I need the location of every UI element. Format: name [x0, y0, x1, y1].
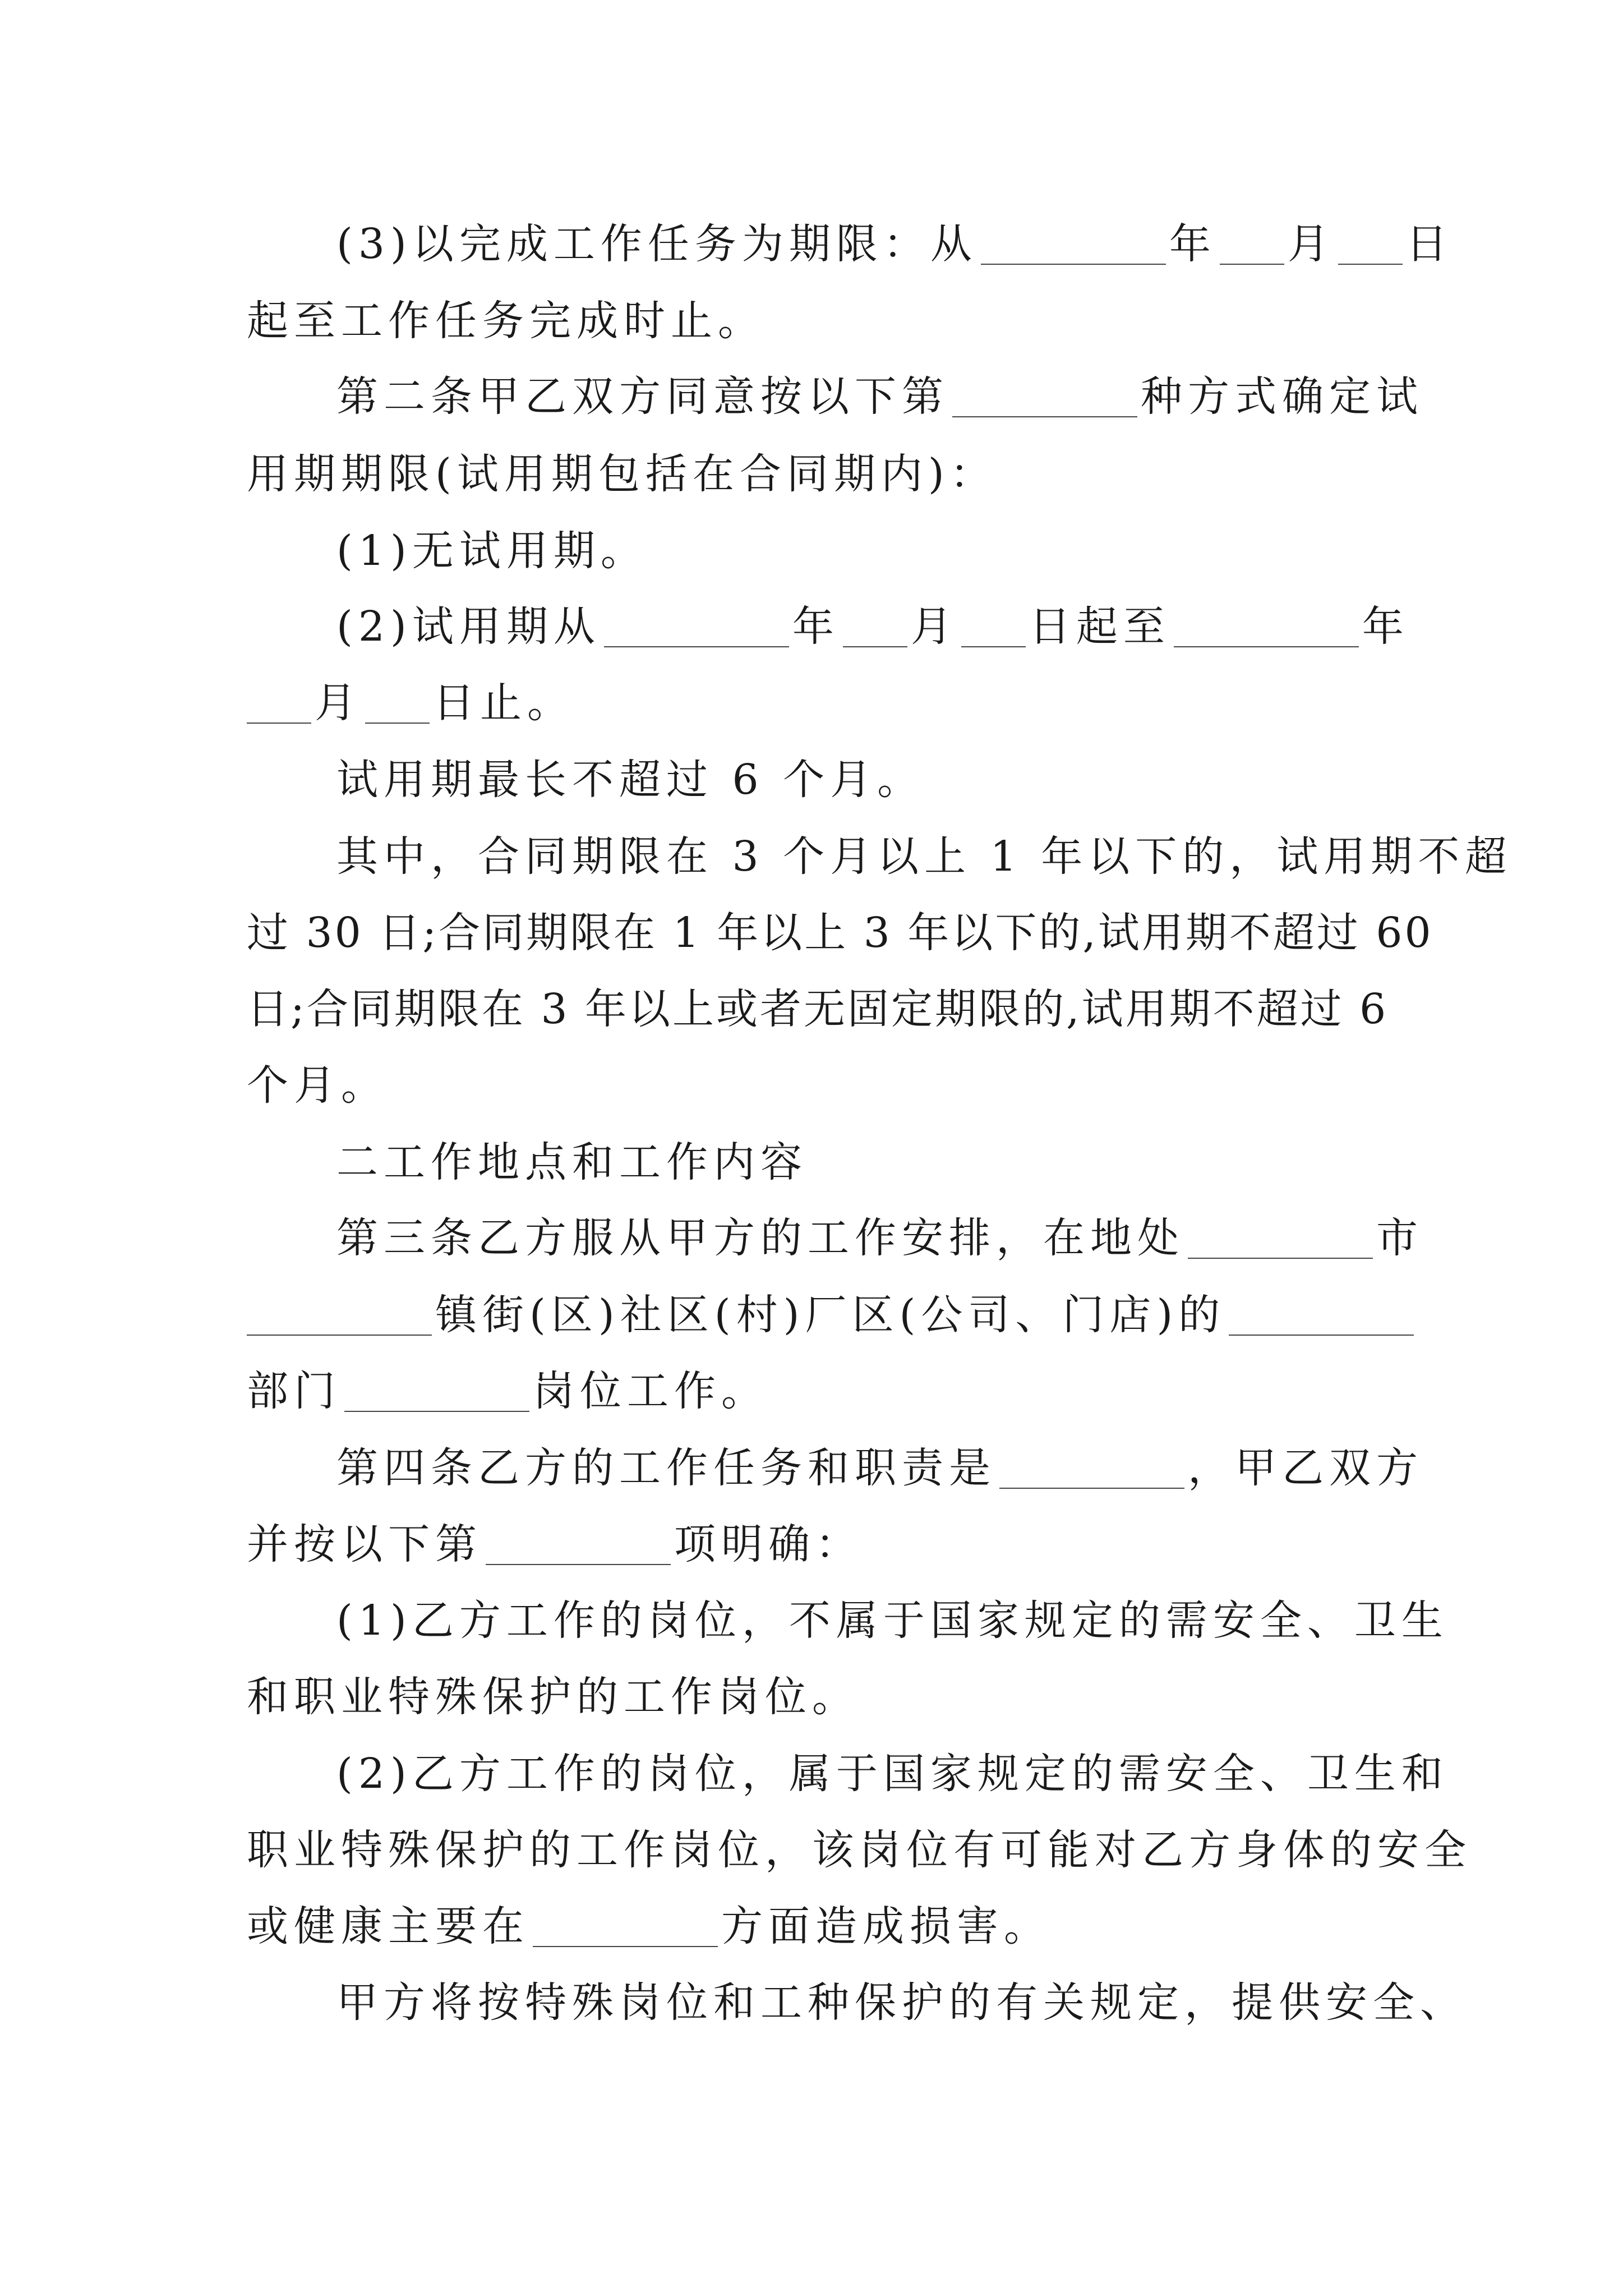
paragraph-line [247, 1367, 768, 1415]
text-run: ，甲乙双方 [1188, 1444, 1423, 1492]
text-run: 第二条甲乙双方同意按以下第 [336, 372, 949, 421]
text-run: 镇街(区)社区(村)厂区(公司、门店)的 [435, 1291, 1226, 1339]
text-run: 日起至 [1029, 602, 1170, 651]
text-run: 月 [315, 679, 362, 727]
fill-blank [344, 1372, 529, 1412]
paragraph-line [336, 372, 1423, 421]
paragraph-line [336, 1214, 1423, 1262]
paragraph-line: (1)无试用期。 [336, 527, 648, 575]
paragraph-line [247, 1902, 1051, 1950]
paragraph-line: 过 30 日;合同期限在 1 年以上 3 年以下的,试用期不超过 60 [247, 909, 1433, 957]
paragraph-line [247, 1520, 863, 1568]
fill-blank [1220, 224, 1284, 265]
text-run: 第四条乙方的工作任务和职责是 [336, 1444, 996, 1492]
text-run: 年 [792, 602, 840, 651]
text-run: 第三条乙方服从甲方的工作安排，在地处 [336, 1214, 1184, 1262]
text-run: (2)试用期从 [336, 602, 601, 651]
fill-blank [999, 1448, 1184, 1489]
fill-blank [952, 377, 1137, 417]
text-run: 日止。 [433, 679, 574, 727]
paragraph-line: 日;合同期限在 3 年以上或者无固定期限的,试用期不超过 6 [247, 985, 1389, 1033]
text-run: 种方式确定试 [1141, 372, 1423, 421]
fill-blank [486, 1525, 671, 1565]
fill-blank [1338, 224, 1403, 265]
fill-blank [533, 1907, 718, 1947]
fill-blank [1188, 1218, 1373, 1259]
text-run: 部门 [247, 1367, 341, 1415]
paragraph-line [336, 602, 1409, 651]
paragraph-line [336, 1444, 1423, 1492]
text-run: 日 [1405, 220, 1453, 268]
fill-blank [1229, 1295, 1414, 1336]
fill-blank [843, 607, 907, 647]
text-run: 市 [1376, 1214, 1423, 1262]
paragraph-line: 起至工作任务完成时止。 [247, 297, 765, 345]
fill-blank [981, 224, 1166, 265]
text-run: 年 [1169, 220, 1216, 268]
text-run: 岗位工作。 [533, 1367, 768, 1415]
paragraph-line: 其中，合同期限在 3 个月以上 1 年以下的，试用期不超 [336, 832, 1513, 881]
text-run: 并按以下第 [247, 1520, 482, 1568]
paragraph-line: (1)乙方工作的岗位，不属于国家规定的需安全、卫生 [336, 1596, 1449, 1645]
section-heading: 二工作地点和工作内容 [336, 1138, 808, 1186]
text-run: 方面造成损害。 [721, 1902, 1051, 1950]
fill-blank [247, 1295, 432, 1336]
paragraph-line [336, 220, 1453, 268]
text-run: 月 [910, 602, 958, 651]
text-run: (3)以完成工作任务为期限：从 [336, 220, 978, 268]
text-run: 项明确： [674, 1520, 863, 1568]
text-run: 月 [1287, 220, 1335, 268]
fill-blank [961, 607, 1026, 647]
paragraph-line [247, 679, 574, 727]
text-run: 或健康主要在 [247, 1902, 529, 1950]
fill-blank [604, 607, 789, 647]
text-run: 年 [1362, 602, 1409, 651]
paragraph-line: 职业特殊保护的工作岗位，该岗位有可能对乙方身体的安全 [247, 1826, 1472, 1874]
fill-blank [365, 683, 430, 724]
paragraph-line: 用期期限(试用期包括在合同期内)： [247, 450, 997, 498]
paragraph-line: (2)乙方工作的岗位，属于国家规定的需安全、卫生和 [336, 1750, 1449, 1798]
paragraph-line: 和职业特殊保护的工作岗位。 [247, 1673, 859, 1721]
paragraph-line [247, 1291, 1417, 1339]
fill-blank [1174, 607, 1359, 647]
fill-blank [247, 683, 311, 724]
paragraph-line: 试用期最长不超过 6 个月。 [336, 756, 925, 804]
paragraph-line: 个月。 [247, 1061, 388, 1110]
paragraph-line: 甲方将按特殊岗位和工种保护的有关规定，提供安全、 [336, 1978, 1467, 2027]
